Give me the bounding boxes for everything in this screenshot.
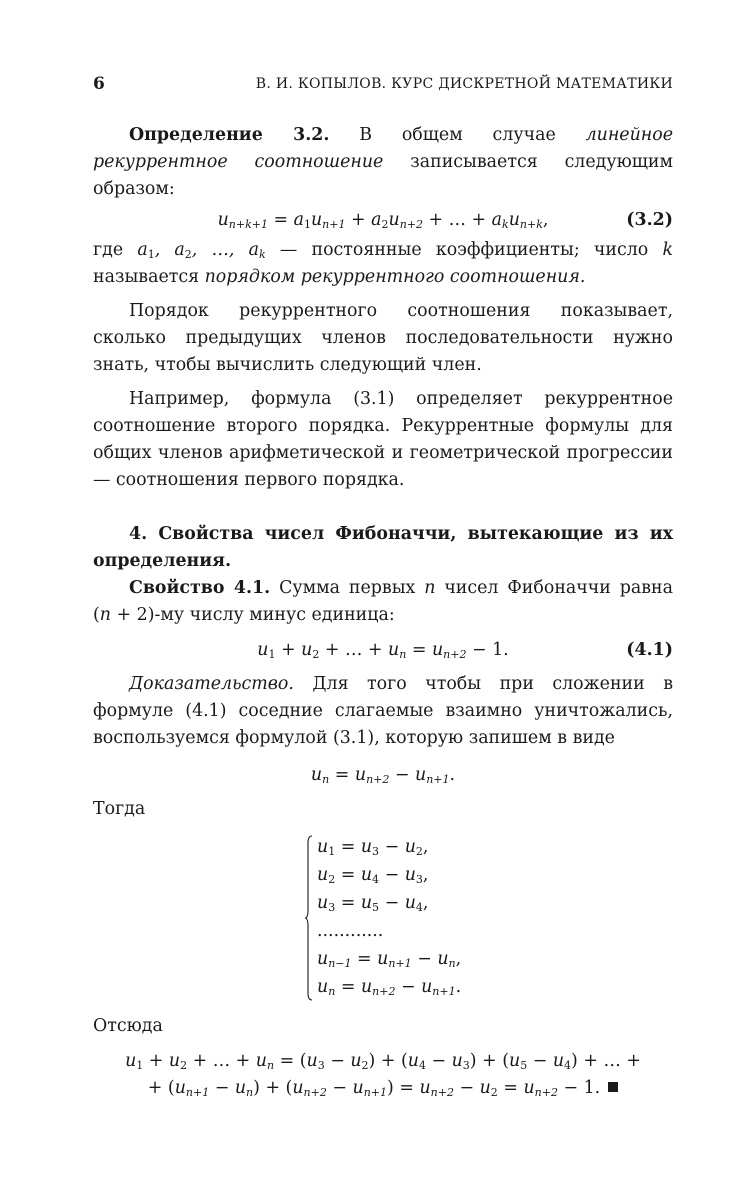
section-heading: 4. Свойства чисел Фибоначчи, вытекающие из их определения.	[93, 524, 673, 571]
example-paragraph: Например, формула (3.1) определяет рекуррентное соотношение второго порядка. Рекуррентные формулы для общих членов арифметической и геометрической прогрессии — соотношения первого порядка.	[93, 389, 673, 490]
where-text-1: где	[93, 240, 124, 260]
definition-label: Определение 3.2.	[129, 125, 330, 145]
system-row: $u_n = u_{n+2} - u_{n+1}$.	[317, 977, 462, 998]
n-symbol: n	[424, 578, 436, 598]
final-derivation	[93, 1048, 673, 1102]
hence-word: Отсюда	[93, 1016, 163, 1036]
property-label: Свойство 4.1.	[129, 578, 271, 598]
proof-text: Для того чтобы при сложении в формуле (4.1) соседние слагаемые взаимно уничтожались, воспользуемся формулой (3.1), которую запишем в виде	[93, 674, 674, 748]
definition-paragraph	[93, 122, 673, 203]
formula-un: $u_n = u_{n+2} - u_{n+1}$.	[310, 765, 456, 786]
system-row: $u_{n-1} = u_{n+1} - u_n$,	[317, 949, 462, 970]
left-brace-icon	[305, 835, 313, 1001]
definition-term: линейное рекуррентное соотношение	[93, 125, 673, 172]
then-word: Тогда	[93, 799, 146, 819]
formula-3-2-number: (3.2)	[626, 210, 673, 230]
property-text-3: -му числу минус единица:	[154, 605, 395, 625]
formula-4-1-body: $u_1 + u_2$ + … + $u_n = u_{n+2} - 1$.	[257, 640, 509, 661]
page-header	[93, 74, 673, 94]
book-page	[93, 0, 673, 1180]
formula-4-1-number: (4.1)	[626, 640, 673, 660]
property-paragraph: Свойство 4.1. Сумма первых n чисел Фибоначчи равна (n + 2)-му числу минус единица:	[93, 578, 673, 625]
final-line-2: + $(u_{n+1} - u_n) + (u_{n+2} - u_{n+1}) = u_{n+2} - u_2 = u_{n+2} - 1$.	[93, 1075, 673, 1102]
final-line-1: $u_1 + u_2$ + … + $u_n = (u_3 - u_2) + (u_4 - u_3) + (u_5 - u_4)$ + … +	[125, 1051, 641, 1072]
qed-square-icon	[608, 1082, 618, 1092]
system-row: $u_3 = u_5 - u_4$,	[317, 893, 429, 914]
k-symbol: k	[662, 240, 674, 260]
where-text-2: — постоянные коэффициенты; число	[279, 240, 649, 260]
coefficients-list: $a_1$, $a_2$, …, $a_k$	[137, 240, 266, 261]
system-row: $u_1 = u_3 - u_2$,	[317, 837, 429, 858]
formula-4-1	[93, 633, 673, 667]
property-text-1: Сумма первых	[279, 578, 416, 598]
proof-label: Доказательство.	[129, 674, 294, 694]
system-row: $u_2 = u_4 - u_3$,	[317, 865, 429, 886]
formula-3-2	[93, 203, 673, 237]
system-dots: ............	[317, 921, 384, 941]
property-text-2: чисел Фибоначчи равна	[444, 578, 673, 598]
called-text: называется	[93, 267, 200, 287]
definition-text-after: записывается следующим образом:	[93, 152, 674, 199]
where-paragraph: где $a_1$, $a_2$, …, $a_k$ — постоянные коэффициенты; число k называется порядком рекуррентного соотношения.	[93, 240, 674, 287]
definition-text-before: В общем случае	[359, 125, 556, 145]
page-number: 6	[93, 74, 105, 94]
order-term: порядком рекуррентного соотношения	[204, 267, 580, 287]
page-body	[93, 122, 673, 1102]
order-paragraph: Порядок рекуррентного соотношения показывает, сколько предыдущих членов последовательности нужно знать, чтобы вычислить следующий член.	[93, 301, 673, 375]
proof-paragraph	[93, 671, 673, 752]
equation-system	[309, 833, 509, 1003]
formula-3-2-body: $u_{n+k+1} = a_1u_{n+1} + a_2u_{n+2}$ + … + $a_ku_{n+k}$,	[217, 210, 549, 231]
running-title: В. И. КОПЫЛОВ. КУРС ДИСКРЕТНОЙ МАТЕМАТИКИ	[255, 76, 673, 92]
